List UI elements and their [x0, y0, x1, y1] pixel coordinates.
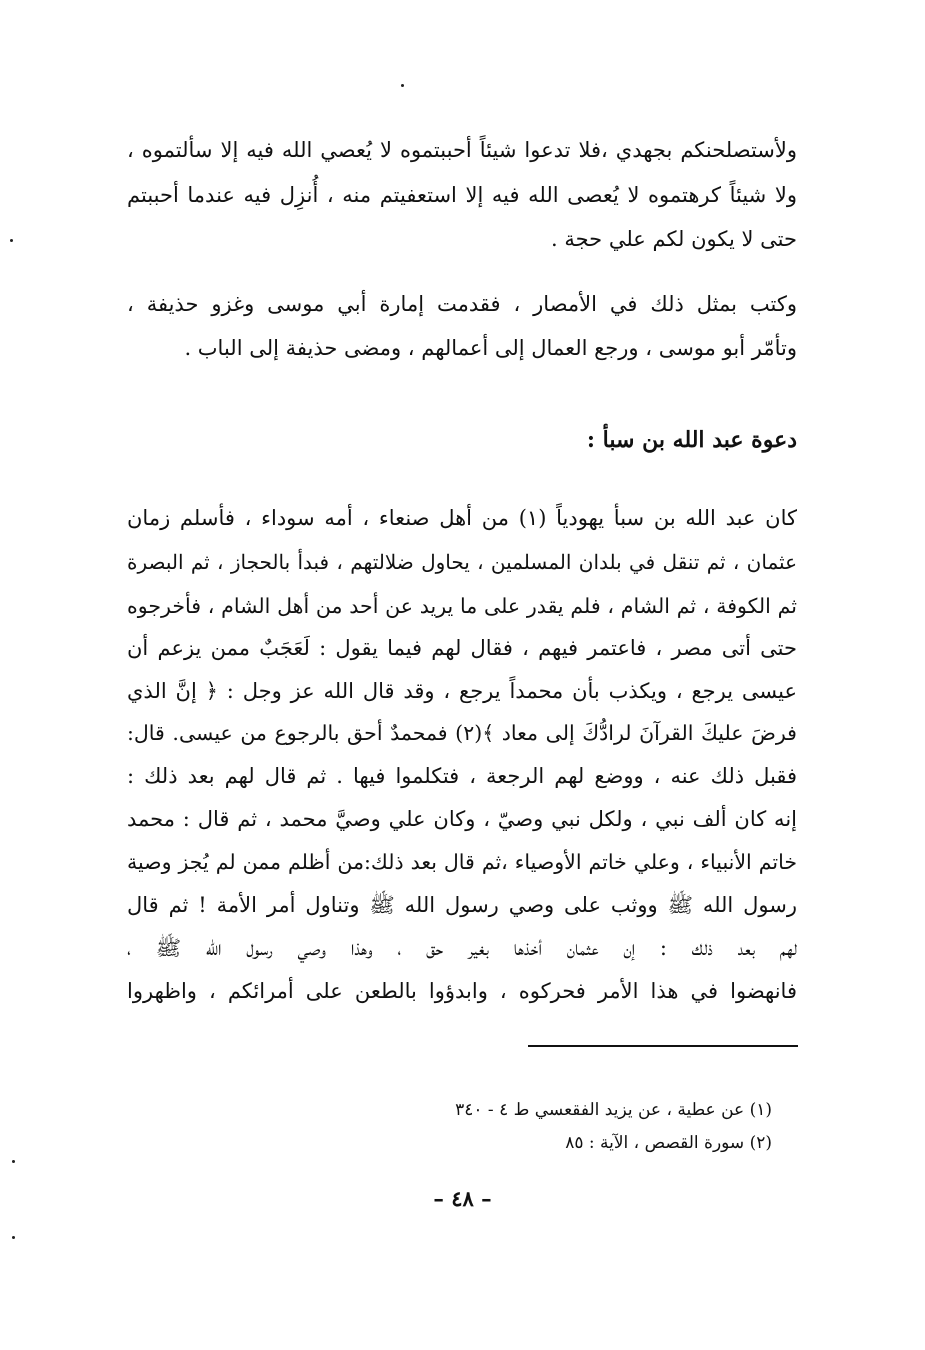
text-line: كان عبد الله بن سبأ يهودياً (١) من أهل صنعاء ، أمه سوداء ، فأسلم زمان [127, 506, 798, 530]
text-line: حتى أتى مصر ، فاعتمر فيهم ، فقال لهم فيما يقول : لَعَجَبٌ ممن يزعم أن [127, 636, 797, 660]
text-line: خاتم الأنبياء ، وعلي خاتم الأوصياء ،ثم قال بعد ذلك:من أظلم ممن لم يُجز وصية [127, 850, 797, 874]
footnote: (١) عن عطية ، عن يزيد الفقعسي ط ٤ - ٣٤٠ [455, 1100, 772, 1120]
text-line: ولا شيئاً كرهتموه لا يُعصى الله فيه إلا استعفيتم منه ، أُنزِل فيه عندما أحببتم [127, 183, 797, 207]
scan-speck [10, 239, 13, 242]
text-line: وتأمّر أبو موسى ، ورجع العمال إلى أعمالهم ، ومضى حذيفة إلى الباب . [184, 336, 797, 360]
scan-speck [12, 1236, 15, 1239]
text-line: عثمان ، ثم تنقل في بلدان المسلمين ، يحاول ضلالتهم ، فبدأ بالحجاز ، ثم البصرة [127, 550, 797, 574]
footnote: (٢) سورة القصص ، الآية : ٨٥ [565, 1133, 772, 1153]
text-line: ولأستصلحنكم بجهدي ،فلا تدعوا شيئاً أحببتموه لا يُعصي الله فيه إلا سألتموه ، [127, 138, 797, 162]
scan-speck [12, 1160, 15, 1163]
section-heading: دعوة عبد الله بن سبأ : [586, 427, 797, 453]
text-line: فرضَ عليكَ القرآنَ لرادُّكَ إلى معاد ﴾(٢) فمحمدٌ أحق بالرجوع من عيسى. قال: [127, 721, 797, 745]
text-line: لهم بعد ذلك : إن عثمان أخذها بغير حق ، وهذا وصي رسول الله ﷺ ، [127, 936, 797, 960]
footnote-rule [528, 1045, 798, 1047]
text-line: ثم الكوفة ، ثم الشام ، فلم يقدر على ما يريد عن أحد من أهل الشام ، فأخرجوه [127, 594, 797, 618]
text-line: فانهضوا في هذا الأمر فحركوه ، وابدؤوا بالطعن على أمرائكم ، واظهروا [127, 979, 797, 1003]
text-line: عيسى يرجع ، ويكذب بأن محمداً يرجع ، وقد قال الله عز وجل : ﴿ إنَّ الذي [127, 679, 797, 703]
text-line: فقبل ذلك عنه ، ووضع لهم الرجعة ، فتكلموا فيها . ثم قال لهم بعد ذلك : [127, 764, 797, 788]
text-line: وكتب بمثل ذلك في الأمصار ، فقدمت إمارة أبي موسى وغزو حذيفة ، [127, 292, 797, 316]
text-line: حتى لا يكون لكم علي حجة . [551, 227, 797, 251]
scan-speck [401, 84, 404, 87]
text-line: إنه كان ألف نبي ، ولكل نبي وصيّ ، وكان علي وصيَّ محمد ، ثم قال : محمد [127, 807, 797, 831]
text-line: رسول الله ﷺ ووثب على وصي رسول الله ﷺ وتناول أمر الأمة ! ثم قال [127, 893, 797, 917]
page-number: – ٤٨ – [433, 1186, 492, 1211]
